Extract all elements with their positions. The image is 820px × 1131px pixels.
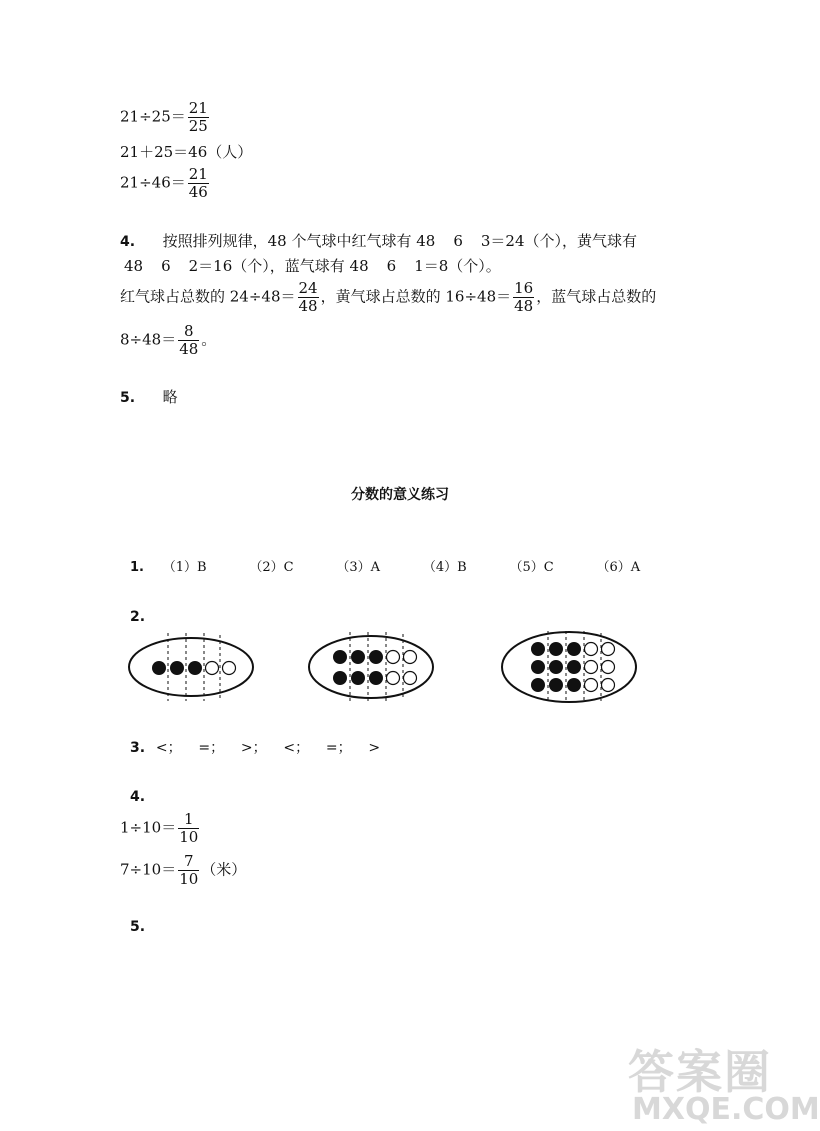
question-number: 5. — [130, 919, 146, 935]
s4-equation-2: 7÷10＝ $\frac{7}{10}$ （米） — [120, 852, 247, 888]
s3-comparisons: 3. <； =； >； <； =； > — [130, 740, 381, 756]
s2-label-line — [130, 606, 145, 627]
watermark-top: 答案圈 — [628, 1045, 772, 1099]
question-number: 5. — [120, 390, 136, 406]
equation-21-div-46: 21÷46＝ $\frac{21}{46}$ — [120, 165, 208, 201]
s4-label-line — [130, 786, 145, 807]
q4-line-2: 48 6 2＝16（个），蓝气球有 48 6 1＝8（个）。 — [124, 257, 501, 275]
figure-1 — [129, 633, 253, 701]
fraction: $\frac{16}{48}$ — [514, 279, 534, 315]
fraction: $\frac{1}{10}$ — [179, 810, 199, 846]
fraction: $\frac{21}{25}$ — [188, 99, 208, 135]
equation-21-div-25: 21÷25＝ $\frac{21}{25}$ — [120, 99, 208, 135]
question-number: 4. — [120, 234, 136, 250]
watermark-bottom: MXQE.COM — [632, 1092, 820, 1127]
ellipse-dot-figures — [120, 625, 650, 710]
q4-line-1: 4. 按照排列规律，48 个气球中红气球有 48 6 3＝24（个），黄气球有 — [120, 232, 638, 250]
q4-line-4: 8÷48＝ $\frac{8}{48}$ 。 — [120, 322, 217, 358]
s5-label-line — [130, 916, 145, 937]
fraction: $\frac{7}{10}$ — [179, 852, 199, 888]
question-number: 2. — [130, 609, 146, 625]
fraction: $\frac{21}{46}$ — [188, 165, 208, 201]
question-number: 1. — [130, 560, 144, 575]
q4-line-3: 红气球占总数的 24÷48＝ $\frac{24}{48}$ ，黄气球占总数的 16÷48＝ $\frac{16}{48}$ ，蓝气球占总数的 — [120, 279, 657, 315]
question-number: 4. — [130, 789, 146, 805]
figure-2 — [309, 632, 433, 702]
q5-line: 5. 略 — [120, 388, 178, 406]
question-number: 3. — [130, 740, 146, 756]
section-title: 分数的意义练习 — [351, 487, 449, 503]
fraction: $\frac{24}{48}$ — [298, 279, 318, 315]
figure-3 — [502, 631, 636, 703]
equation-21-plus-25: 21＋25＝46（人） — [120, 143, 253, 161]
s4-equation-1: 1÷10＝ $\frac{1}{10}$ — [120, 810, 199, 846]
fraction: $\frac{8}{48}$ — [179, 322, 199, 358]
s1-choices: 1. （1）B （2）C （3）A （4）B （5）C （6）A — [130, 560, 641, 575]
